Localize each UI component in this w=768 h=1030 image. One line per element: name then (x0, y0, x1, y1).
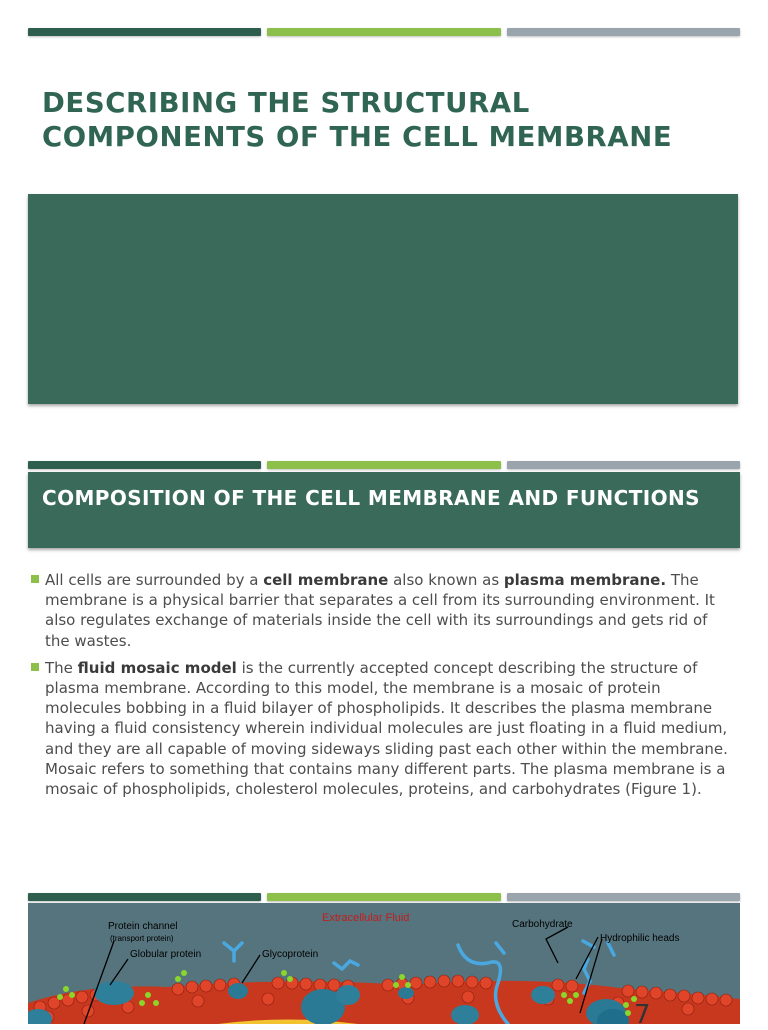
bold-term: fluid mosaic model (77, 658, 237, 677)
bold-term: plasma membrane. (503, 571, 667, 589)
bullet-text: The (45, 658, 78, 677)
bullet-square-icon (31, 663, 39, 671)
accent-stripe-dark-green (28, 28, 261, 36)
label-glycoprotein: Glycoprotein (262, 949, 319, 960)
label-extracellular-fluid: Extracellular Fluid (322, 912, 410, 924)
slide-title: DESCRIBING THE STRUCTURAL COMPONENTS OF THE CELL MEMBRANE (42, 87, 673, 153)
title-slide-color-block (28, 194, 738, 404)
accent-stripe-light-green (267, 28, 500, 36)
slide-number: 7 (634, 1000, 651, 1030)
accent-stripe-gray (507, 28, 740, 36)
bullet-list (30, 570, 730, 806)
bullet-text: All cells are surrounded by a (45, 571, 264, 589)
bullet-text: is the currently accepted concept describing the structure of plasma membrane. According to this model, the membrane is a mosaic of protein molecules bobbing in a fluid bilayer of phospholipids. It describes the plasma membrane having a fluid consistency wherein individual molecules are just floating in a fluid medium, and they are all capable of moving sideways sliding past each other within the membrane. Mosaic refers to something that contains many different parts. The plasma membrane is a mosaic of phospholipids, cholesterol molecules, proteins, and carbohydrates (Figure 1). (45, 658, 728, 799)
figure-accent-stripes (28, 893, 740, 901)
bullet-item-cell-membrane (30, 570, 730, 651)
accent-stripe-dark-green (28, 461, 261, 469)
bullet-text: The membrane is a physical barrier that separates a cell from its surrounding environment. It also regulates exchange of materials inside the cell with its surroundings and gets rid of the wastes. (45, 571, 715, 650)
accent-stripe-dark-green (28, 893, 261, 901)
label-globular-protein: Globular protein (130, 949, 202, 960)
section-header (28, 472, 740, 548)
accent-stripe-gray (507, 461, 740, 469)
label-protein-channel: Protein channel (108, 921, 178, 932)
section-accent-stripes (28, 461, 740, 469)
label-carbohydrate: Carbohydrate (512, 919, 573, 930)
accent-stripe-light-green (267, 461, 500, 469)
bullet-item-fluid-mosaic (30, 658, 730, 799)
accent-stripe-light-green (267, 893, 500, 901)
bullet-square-icon (31, 575, 39, 583)
section-heading: COMPOSITION OF THE CELL MEMBRANE AND FUNCTIONS (42, 486, 700, 510)
top-accent-stripes (28, 28, 740, 36)
bold-term: cell membrane (263, 571, 389, 589)
bullet-text: also known as (388, 571, 504, 589)
label-transport-protein: (transport protein) (110, 934, 174, 943)
accent-stripe-gray (507, 893, 740, 901)
label-hydrophilic-heads: Hydrophilic heads (600, 933, 680, 944)
